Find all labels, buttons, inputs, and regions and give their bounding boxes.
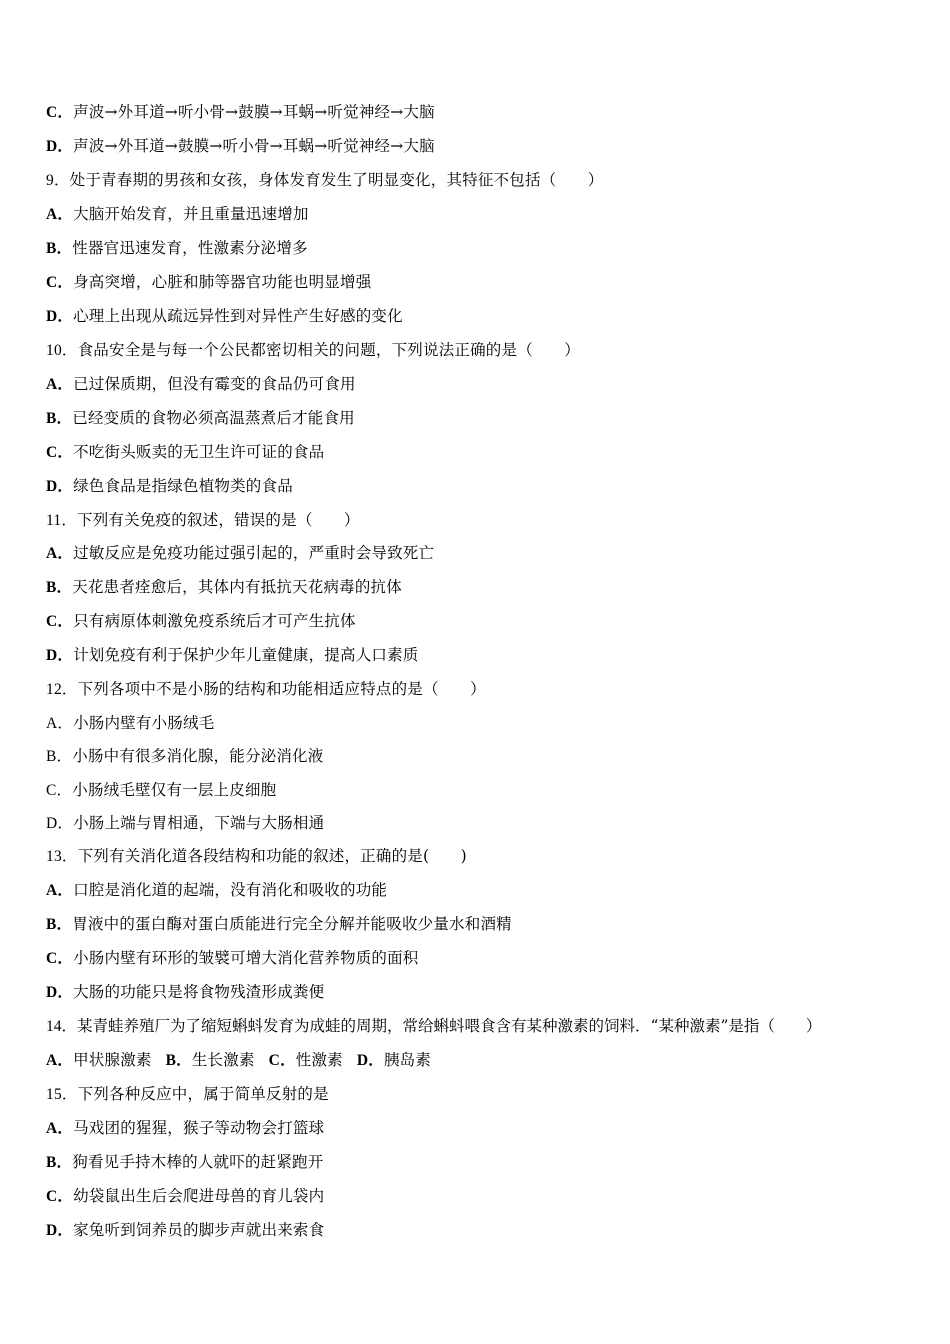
question-number: 11． xyxy=(46,512,78,529)
question-text: 下列各项中不是小肠的结构和功能相适应特点的是（ ） xyxy=(77,680,486,698)
q14-options xyxy=(46,1050,445,1071)
q10-stem xyxy=(46,340,580,361)
option-text: 不吃街头贩卖的无卫生许可证的食品 xyxy=(73,443,325,461)
option-letter: D． xyxy=(46,984,74,1001)
option-letter: A． xyxy=(46,376,74,393)
q12-option-b xyxy=(46,746,323,767)
q11-option-a xyxy=(46,543,434,564)
option-letter: C． xyxy=(46,444,74,461)
question-number: 15． xyxy=(46,1086,78,1103)
option-text: 只有病原体刺激免疫系统后才可产生抗体 xyxy=(73,612,356,630)
option-text: 声波→外耳道→听小骨→鼓膜→耳蜗→听觉神经→大脑 xyxy=(73,103,435,121)
question-number: 12． xyxy=(46,681,78,698)
q15-stem xyxy=(46,1084,329,1105)
option-text: 胃液中的蛋白酶对蛋白质能进行完全分解并能吸收少量水和酒精 xyxy=(72,915,512,933)
q13-option-b xyxy=(46,914,512,935)
option-letter: A． xyxy=(46,1052,74,1069)
option-text: 小肠绒毛壁仅有一层上皮细胞 xyxy=(72,781,277,799)
question-number: 14． xyxy=(46,1018,78,1035)
option-letter: D． xyxy=(356,1052,384,1069)
question-number: 13． xyxy=(46,848,78,865)
option-letter: C． xyxy=(46,782,73,799)
q12-option-a xyxy=(46,713,214,734)
q14-option-d xyxy=(357,1050,431,1071)
option-letter: C． xyxy=(46,104,74,121)
q9-option-d xyxy=(46,306,403,327)
option-letter: B． xyxy=(46,1154,73,1171)
question-text: 某青蛙养殖厂为了缩短蝌蚪发育为成蛙的周期，常给蝌蚪喂食含有某种激素的饲料．“某种激素”是指（ ） xyxy=(77,1017,822,1035)
option-letter: A． xyxy=(46,1120,74,1137)
option-letter: D． xyxy=(46,1222,74,1239)
q9-option-a xyxy=(46,204,309,225)
option-letter: A． xyxy=(46,545,74,562)
option-letter: D． xyxy=(46,815,74,832)
q15-option-a xyxy=(46,1118,324,1139)
option-text: 小肠中有很多消化腺，能分泌消化液 xyxy=(72,747,324,765)
option-text: 口腔是消化道的起端，没有消化和吸收的功能 xyxy=(73,881,388,899)
option-letter: D． xyxy=(46,308,74,325)
q11-stem xyxy=(46,510,360,531)
option-text: 大肠的功能只是将食物残渣形成粪便 xyxy=(73,983,325,1001)
q12-stem xyxy=(46,679,486,700)
question-text: 食品安全是与每一个公民都密切相关的问题，下列说法正确的是（ ） xyxy=(77,341,581,359)
q10-option-b xyxy=(46,408,355,429)
q15-option-c xyxy=(46,1186,324,1207)
option-letter: D． xyxy=(46,647,74,664)
q14-stem xyxy=(46,1016,821,1037)
option-text: 天花患者痊愈后，其体内有抵抗天花病毒的抗体 xyxy=(72,578,402,596)
question-number: 9． xyxy=(46,172,70,189)
question-text: 下列有关消化道各段结构和功能的叙述，正确的是( ) xyxy=(77,847,467,865)
option-letter: B． xyxy=(46,748,73,765)
q14-option-c xyxy=(269,1050,343,1071)
q8-option-c xyxy=(46,102,435,123)
option-letter: B． xyxy=(46,579,73,596)
option-text: 小肠内壁有环形的皱襞可增大消化营养物质的面积 xyxy=(73,949,419,967)
option-text: 甲状腺激素 xyxy=(73,1051,152,1069)
question-text: 下列有关免疫的叙述，错误的是（ ） xyxy=(77,511,360,529)
option-text: 过敏反应是免疫功能过强引起的，严重时会导致死亡 xyxy=(73,544,435,562)
option-text: 心理上出现从疏远异性到对异性产生好感的变化 xyxy=(73,307,403,325)
option-letter: C． xyxy=(46,1188,74,1205)
option-letter: A． xyxy=(46,206,74,223)
option-text: 小肠内壁有小肠绒毛 xyxy=(73,714,215,732)
option-letter: B． xyxy=(46,240,73,257)
option-text: 大脑开始发育，并且重量迅速增加 xyxy=(73,205,309,223)
q15-option-b xyxy=(46,1152,323,1173)
option-text: 家兔听到饲养员的脚步声就出来索食 xyxy=(73,1221,325,1239)
option-text: 身高突增，心脏和肺等器官功能也明显增强 xyxy=(73,273,372,291)
option-letter: B． xyxy=(46,410,73,427)
option-text: 性器官迅速发育，性激素分泌增多 xyxy=(72,239,308,257)
option-text: 绿色食品是指绿色植物类的食品 xyxy=(73,477,293,495)
option-letter: D． xyxy=(46,478,74,495)
q13-option-a xyxy=(46,880,387,901)
option-text: 马戏团的猩猩，猴子等动物会打篮球 xyxy=(73,1119,325,1137)
option-text: 计划免疫有利于保护少年儿童健康，提高人口素质 xyxy=(73,646,419,664)
option-letter: C． xyxy=(46,613,74,630)
option-text: 性激素 xyxy=(295,1051,343,1069)
q15-option-d xyxy=(46,1220,324,1241)
option-letter: B． xyxy=(46,916,73,933)
question-number: 10． xyxy=(46,342,78,359)
option-letter: C． xyxy=(46,950,74,967)
q12-option-c xyxy=(46,780,276,801)
option-letter: C． xyxy=(46,274,74,291)
q11-option-c xyxy=(46,611,356,632)
option-text: 胰岛素 xyxy=(383,1051,432,1069)
q13-option-c xyxy=(46,948,419,969)
q9-stem xyxy=(46,170,603,191)
option-letter: B． xyxy=(165,1052,192,1069)
q14-option-a xyxy=(46,1050,152,1071)
q11-option-d xyxy=(46,645,419,666)
q10-option-c xyxy=(46,442,324,463)
option-text: 已过保质期，但没有霉变的食品仍可食用 xyxy=(73,375,356,393)
question-text: 处于青春期的男孩和女孩，身体发育发生了明显变化，其特征不包括（ ） xyxy=(69,171,604,189)
q13-option-d xyxy=(46,982,324,1003)
q10-option-d xyxy=(46,476,293,497)
option-text: 生长激素 xyxy=(191,1051,255,1069)
question-text: 下列各种反应中，属于简单反射的是 xyxy=(77,1085,329,1103)
q11-option-b xyxy=(46,577,402,598)
option-text: 小肠上端与胃相通，下端与大肠相通 xyxy=(73,814,325,832)
q8-option-d xyxy=(46,136,435,157)
q13-stem xyxy=(46,846,467,867)
option-text: 已经变质的食物必须高温蒸煮后才能食用 xyxy=(72,409,355,427)
q9-option-b xyxy=(46,238,308,259)
q9-option-c xyxy=(46,272,371,293)
option-letter: C． xyxy=(268,1052,296,1069)
option-letter: A． xyxy=(46,715,74,732)
q10-option-a xyxy=(46,374,356,395)
q12-option-d xyxy=(46,813,324,834)
option-letter: A． xyxy=(46,882,74,899)
option-letter: D． xyxy=(46,138,74,155)
option-text: 幼袋鼠出生后会爬进母兽的育儿袋内 xyxy=(73,1187,325,1205)
option-text: 狗看见手持木棒的人就吓的赶紧跑开 xyxy=(72,1153,324,1171)
q14-option-b xyxy=(166,1050,255,1071)
option-text: 声波→外耳道→鼓膜→听小骨→耳蜗→听觉神经→大脑 xyxy=(73,137,435,155)
